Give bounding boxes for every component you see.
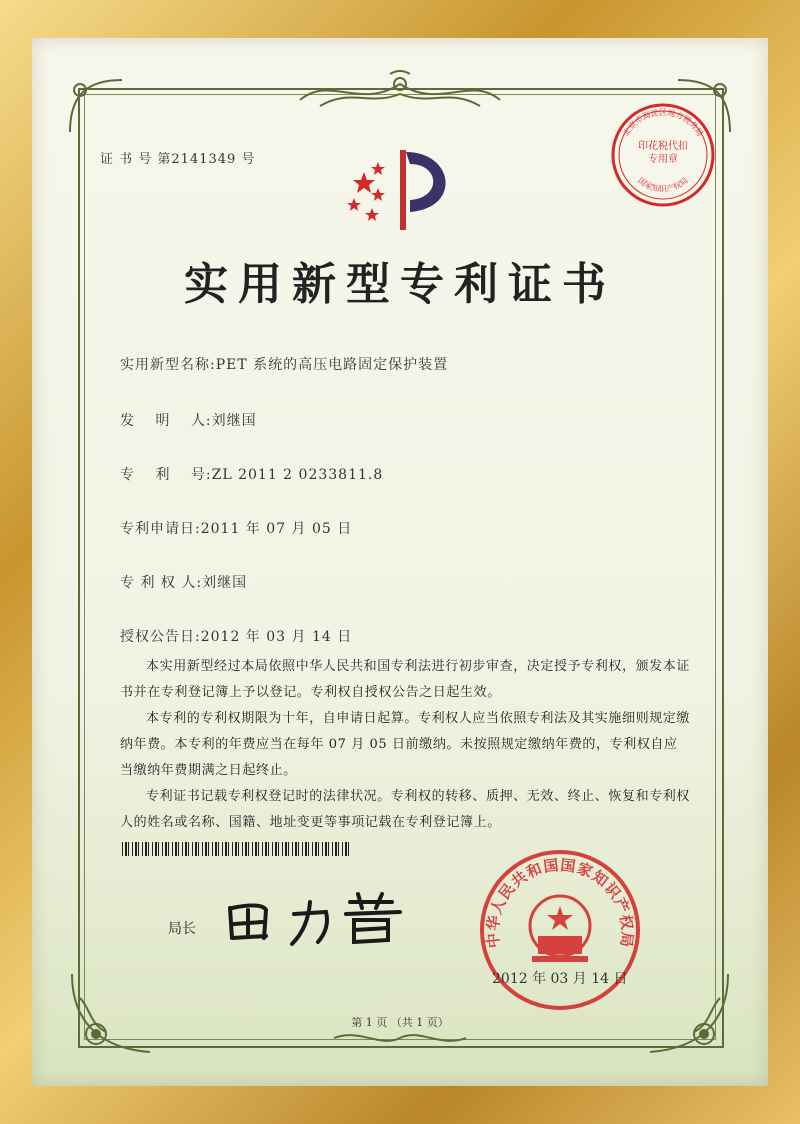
seal-text: 中华人民共和国国家知识产权局 bbox=[483, 855, 637, 949]
director-label: 局长 bbox=[168, 921, 196, 937]
field-grant-date bbox=[120, 626, 352, 646]
bottom-center-ornament-icon bbox=[330, 1028, 470, 1048]
field-value: 刘继国 bbox=[211, 413, 257, 429]
body-paragraph-term: 本专利的专利权期限为十年，自申请日起算。专利权人应当依照专利法及其实施细则规定缴纳年费。本专利的年费应当在每年 07 月 05 日前缴纳。未按照规定缴纳年费的，专利权自应当缴纳年费期满之日起终止。 bbox=[120, 711, 691, 778]
certificate-title: 实用新型专利证书 bbox=[184, 259, 616, 310]
barcode bbox=[122, 842, 350, 856]
body-paragraph-grant: 本实用新型经过本局依照中华人民共和国专利法进行初步审查，决定授予专利权，颁发本证书并在专利登记簿上予以登记。专利权自授权公告之日起生效。 bbox=[120, 659, 691, 700]
certificate-number: 证 书 号 第2141349 号 bbox=[100, 152, 256, 167]
field-label: 专 利 号: bbox=[120, 467, 212, 483]
field-value: 刘继国 bbox=[202, 575, 248, 591]
certificate-body bbox=[120, 654, 690, 836]
field-value: 2011 年 07 月 05 日 bbox=[200, 521, 353, 537]
page-number: 第 1 页 （共 1 页） bbox=[351, 1016, 449, 1029]
field-value: PET 系统的高压电路固定保护装置 bbox=[215, 357, 449, 373]
tax-stamp-inner-text: 印花税代扣专用章 bbox=[638, 141, 688, 165]
top-ornament-icon bbox=[290, 70, 510, 116]
field-value: ZL 2011 2 0233811.8 bbox=[211, 467, 384, 483]
tax-stamp-outer-text: 北京市海淀区地方税务局 bbox=[621, 108, 705, 138]
top-left-corner-ornament-icon bbox=[66, 76, 126, 136]
body-paragraph-legal-status: 专利证书记载专利权登记时的法律状况。专利权的转移、质押、无效、终止、恢复和专利权人的姓名或名称、国籍、地址变更等事项记载在专利登记簿上。 bbox=[120, 789, 691, 830]
svg-text:北京市海淀区地方税务局 bbox=[620, 107, 704, 138]
seal-date: 2012 年 03 月 14 日 bbox=[492, 971, 628, 987]
tax-stamp-bottom-text: 国家知识产权局 bbox=[636, 175, 690, 194]
field-value: 2012 年 03 月 14 日 bbox=[200, 629, 353, 645]
svg-text:中华人民共和国国家知识产权局 bbox=[484, 856, 637, 949]
patent-office-logo-icon bbox=[344, 142, 464, 234]
field-label: 授权公告日: bbox=[120, 629, 201, 645]
field-label: 专利申请日: bbox=[120, 521, 201, 537]
field-inventor bbox=[120, 410, 257, 430]
field-label: 发 明 人: bbox=[120, 413, 212, 429]
field-utility-model-name bbox=[120, 354, 448, 374]
field-patent-number bbox=[120, 464, 383, 484]
director-signature bbox=[222, 888, 412, 948]
field-label: 实用新型名称: bbox=[120, 357, 216, 373]
field-patentee bbox=[120, 572, 247, 592]
field-label: 专 利 权 人: bbox=[120, 575, 203, 591]
field-application-date bbox=[120, 518, 352, 538]
svg-text:国家知识产权局 bbox=[636, 176, 689, 194]
tax-stamp-seal-icon bbox=[608, 100, 718, 210]
bottom-right-corner-ornament-icon bbox=[644, 968, 734, 1058]
bottom-left-corner-ornament-icon bbox=[66, 968, 156, 1058]
